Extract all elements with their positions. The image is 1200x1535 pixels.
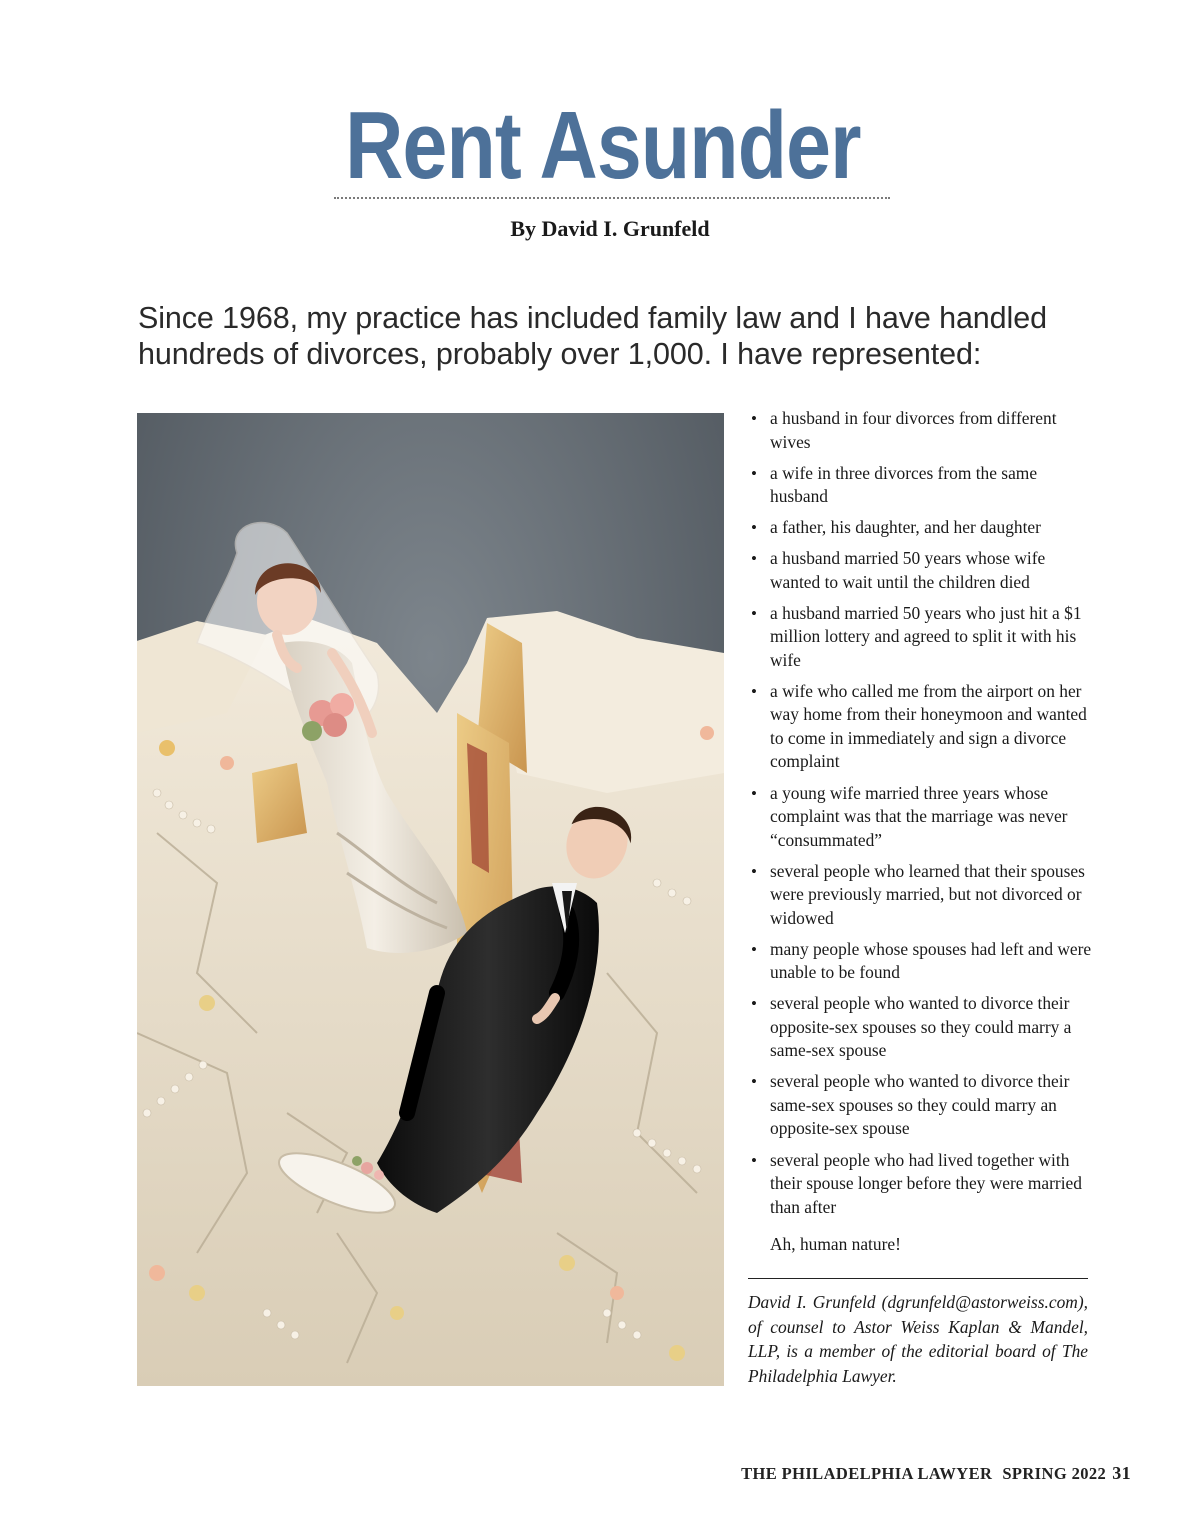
issue-label: SPRING 2022 (1002, 1464, 1107, 1483)
list-item: • a young wife married three years whose complaint was that the marriage was never “consummated” (751, 782, 1068, 850)
closing-line: Ah, human nature! (770, 1234, 901, 1254)
bullet-dot-icon: • (751, 1072, 757, 1092)
list-item: • a husband married 50 years who just hit a $1 million lottery and agreed to split it with his wife (751, 602, 1082, 670)
bullet-dot-icon: • (751, 681, 757, 701)
list-item: • a wife who called me from the airport on her way home from their honeymoon and wanted to come in immediately and sign a divorce complaint (751, 680, 1087, 772)
bullet-dot-icon: • (751, 518, 757, 538)
bullet-dot-icon: • (751, 409, 757, 428)
list-item: • a wife in three divorces from the same husband (751, 462, 1038, 507)
bullet-dot-icon: • (751, 861, 757, 881)
bullet-dot-icon: • (751, 463, 757, 483)
bullet-dot-icon: • (751, 783, 757, 803)
bullet-dot-icon: • (751, 994, 757, 1014)
author-bio: David I. Grunfeld (dgrunfeld@astorweiss.com), of counsel to Astor Weiss Kaplan & Mandel, LLP, is a member of the editorial board of The Philadelphia Lawyer. (748, 1292, 1088, 1386)
bullet-dot-icon: • (751, 549, 757, 569)
list-item: • a husband married 50 years whose wife wanted to wait until the children died (751, 548, 1046, 592)
list-item: • many people whose spouses had left and were unable to be found (751, 938, 1092, 983)
page-number: 31 (1112, 1463, 1131, 1483)
list-item: • several people who had lived together with their spouse longer before they were married than after (751, 1149, 1082, 1217)
page-footer (741, 1463, 1131, 1484)
list-item: • several people who learned that their spouses were previously married, but not divorced or widowed (751, 860, 1085, 928)
intro-paragraph: Since 1968, my practice has included family law and I have handled hundreds of divorces, probably over 1,000. I have represented: (138, 301, 1047, 371)
title-dotted-rule (334, 197, 890, 199)
list-item: • a father, his daughter, and her daughter (748, 516, 1098, 540)
wedding-cake-photo (137, 413, 724, 1386)
list-item: • a husband in four divorces from different wives (751, 408, 1057, 452)
list-item: • several people who wanted to divorce their opposite-sex spouses so they could marry a same-sex spouse (751, 993, 1072, 1061)
bullet-dot-icon: • (751, 603, 757, 623)
list-item: • several people who wanted to divorce their same-sex spouses so they could marry an opposite-sex spouse (751, 1071, 1070, 1139)
publication-name: THE PHILADELPHIA LAWYER (741, 1464, 993, 1483)
article-title: Rent Asunder (345, 92, 861, 199)
represented-clients-list (748, 407, 1098, 1227)
bullet-dot-icon: • (751, 939, 757, 959)
bullet-dot-icon: • (751, 1150, 757, 1170)
byline: By David I. Grunfeld (510, 216, 710, 241)
bio-divider (748, 1278, 1088, 1279)
